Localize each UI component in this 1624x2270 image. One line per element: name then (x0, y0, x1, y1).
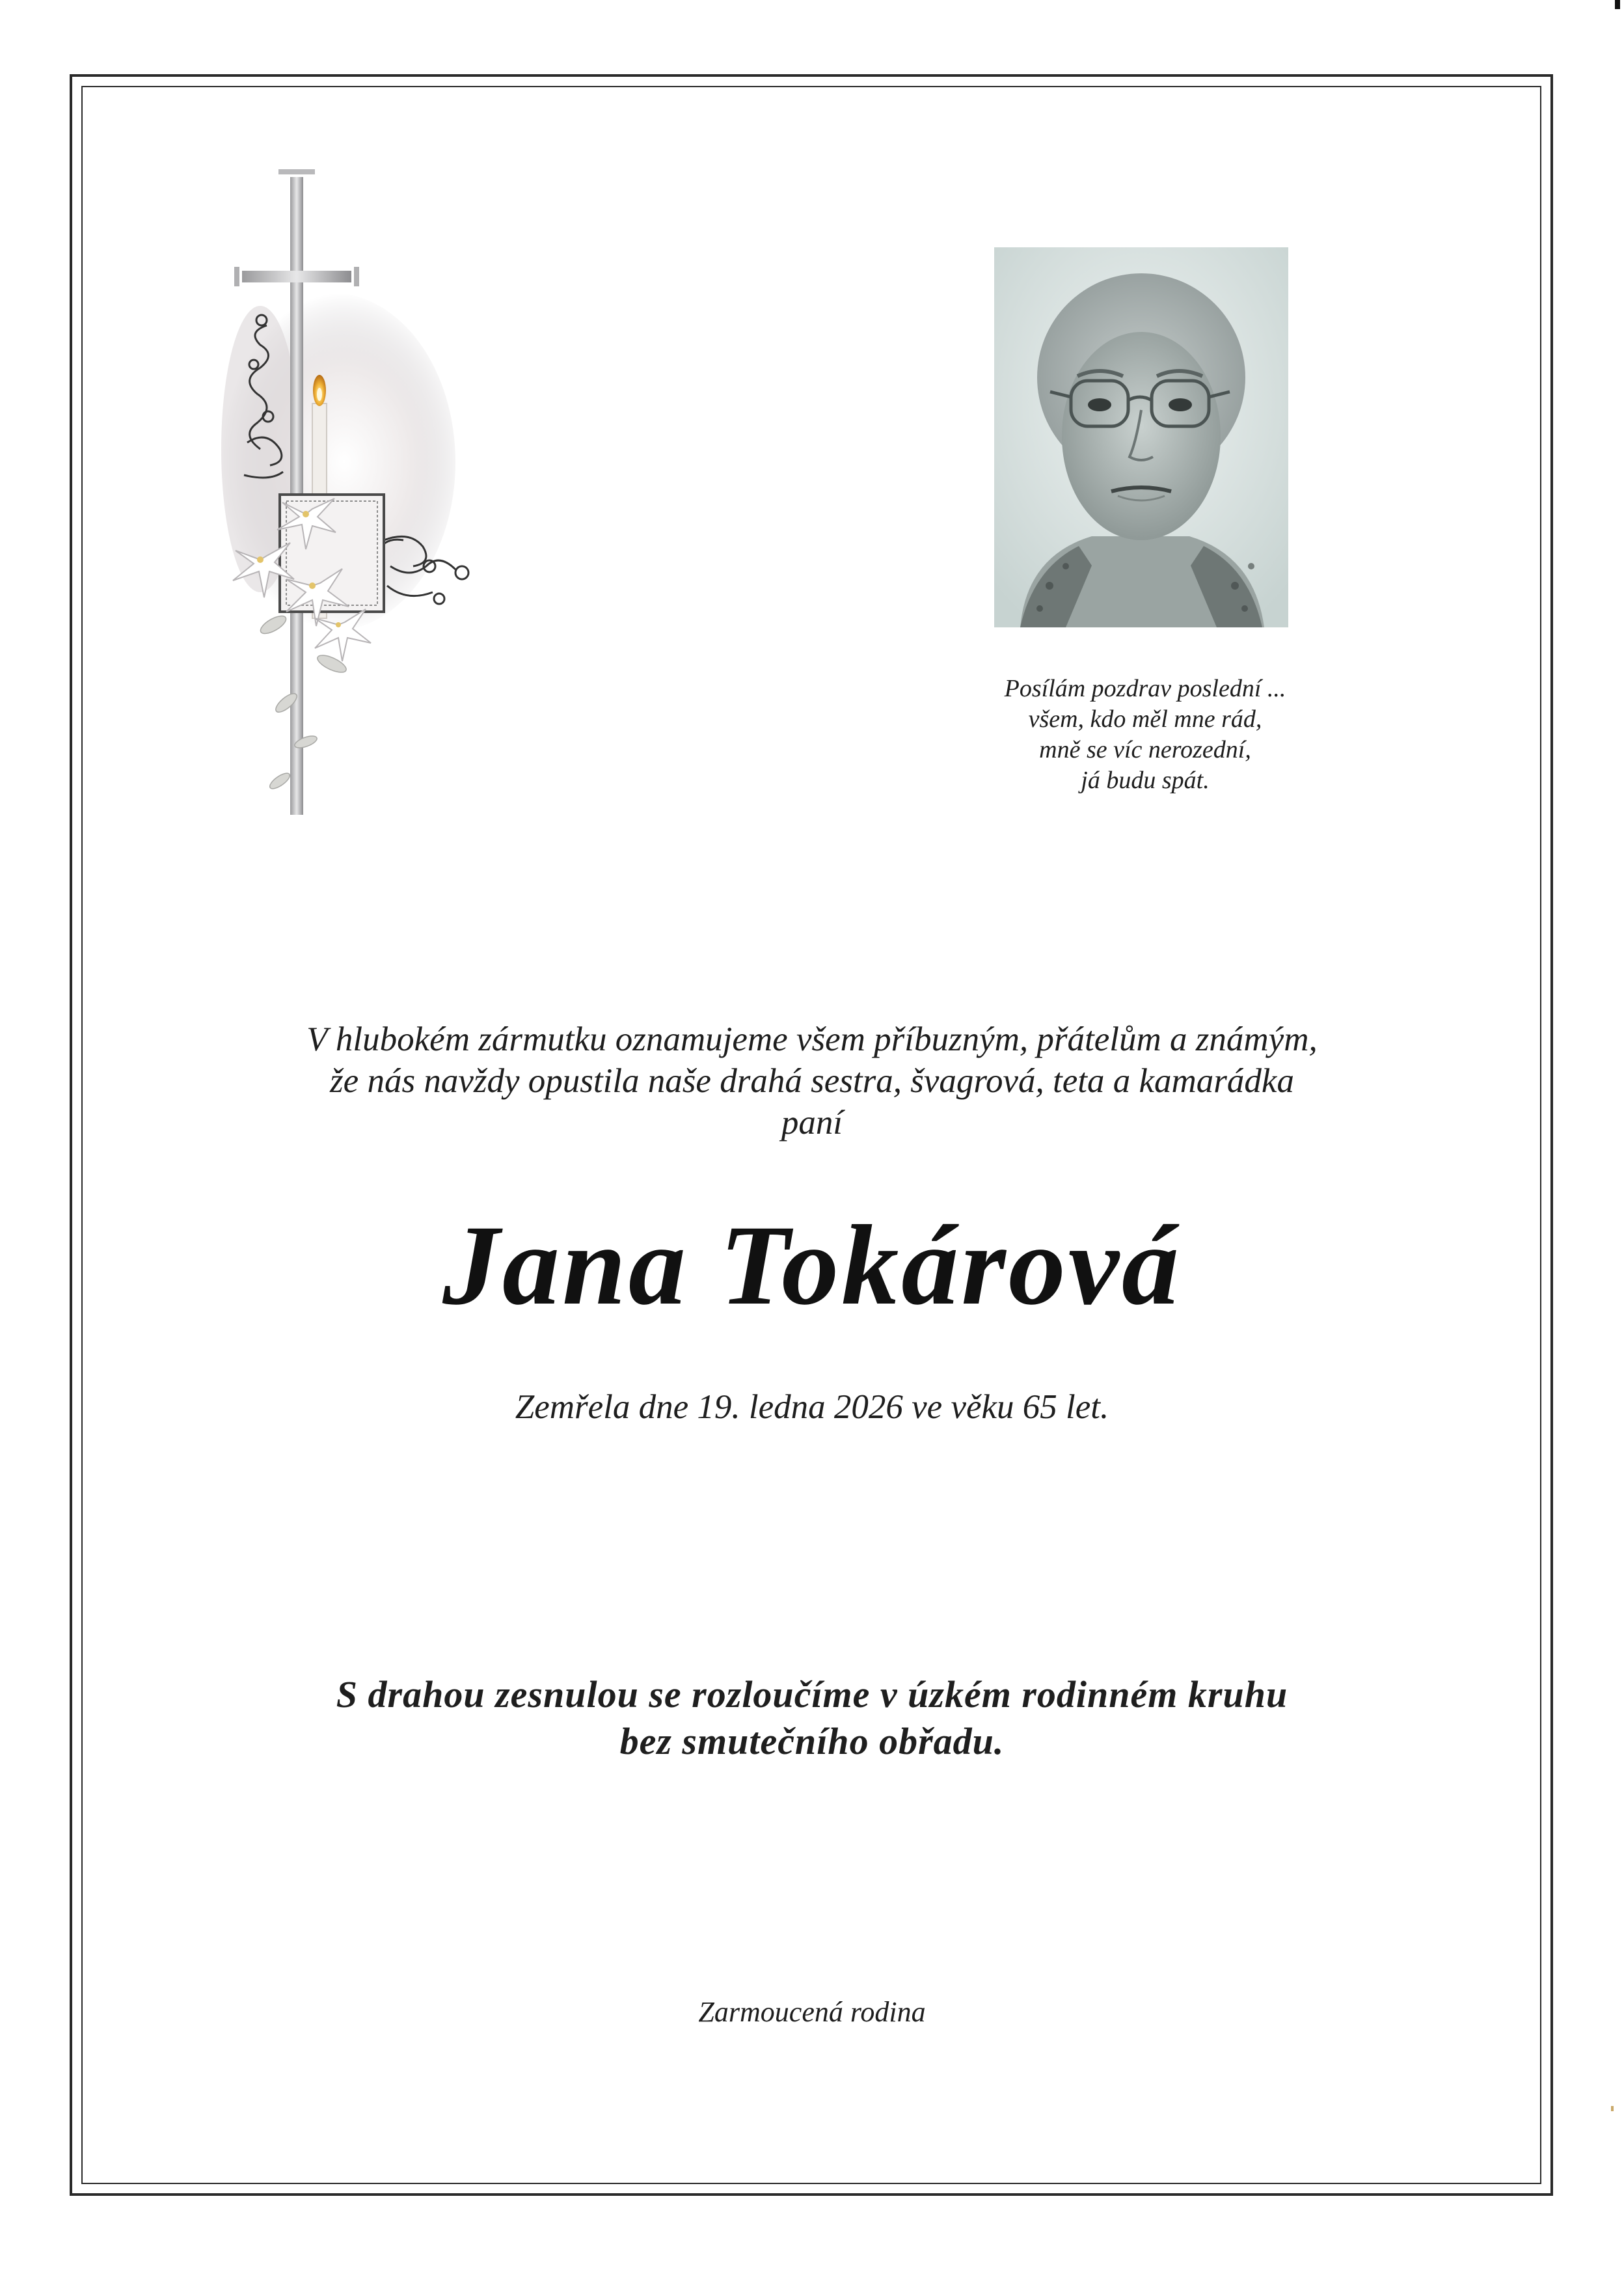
farewell-line: bez smutečního obřadu. (619, 1720, 1005, 1762)
scan-mark (1611, 2106, 1614, 2111)
death-note: Zemřela dne 19. ledna 2026 ve věku 65 let. (515, 1388, 1109, 1426)
poem-line: Posílám pozdrav poslední ... (1004, 675, 1286, 702)
announcement (161, 1019, 1463, 1143)
farewell-line: S drahou zesnulou se rozloučíme v úzkém rodinném kruhu (336, 1673, 1288, 1716)
farewell-notice (161, 1671, 1463, 1765)
portrait-photo (994, 247, 1288, 627)
announcement-line: V hlubokém zármutku oznamujeme všem příbuzným, přátelům a známým, (306, 1020, 1318, 1058)
poem-line: všem, kdo měl mne rád, (1028, 705, 1262, 733)
announcement-line: že nás navždy opustila naše drahá sestra, švagrová, teta a kamarádka (330, 1062, 1294, 1100)
deceased-name: Jana Tokárová (442, 1202, 1182, 1329)
announcement-line: paní (781, 1104, 843, 1142)
poem-line: já budu spát. (1081, 767, 1210, 794)
scan-mark (1615, 0, 1620, 9)
signature: Zarmoucená rodina (698, 1996, 926, 2028)
cross-candle-lilies-icon (182, 169, 508, 833)
poem-line: mně se víc nerozední, (1039, 736, 1251, 763)
poem (943, 674, 1347, 796)
